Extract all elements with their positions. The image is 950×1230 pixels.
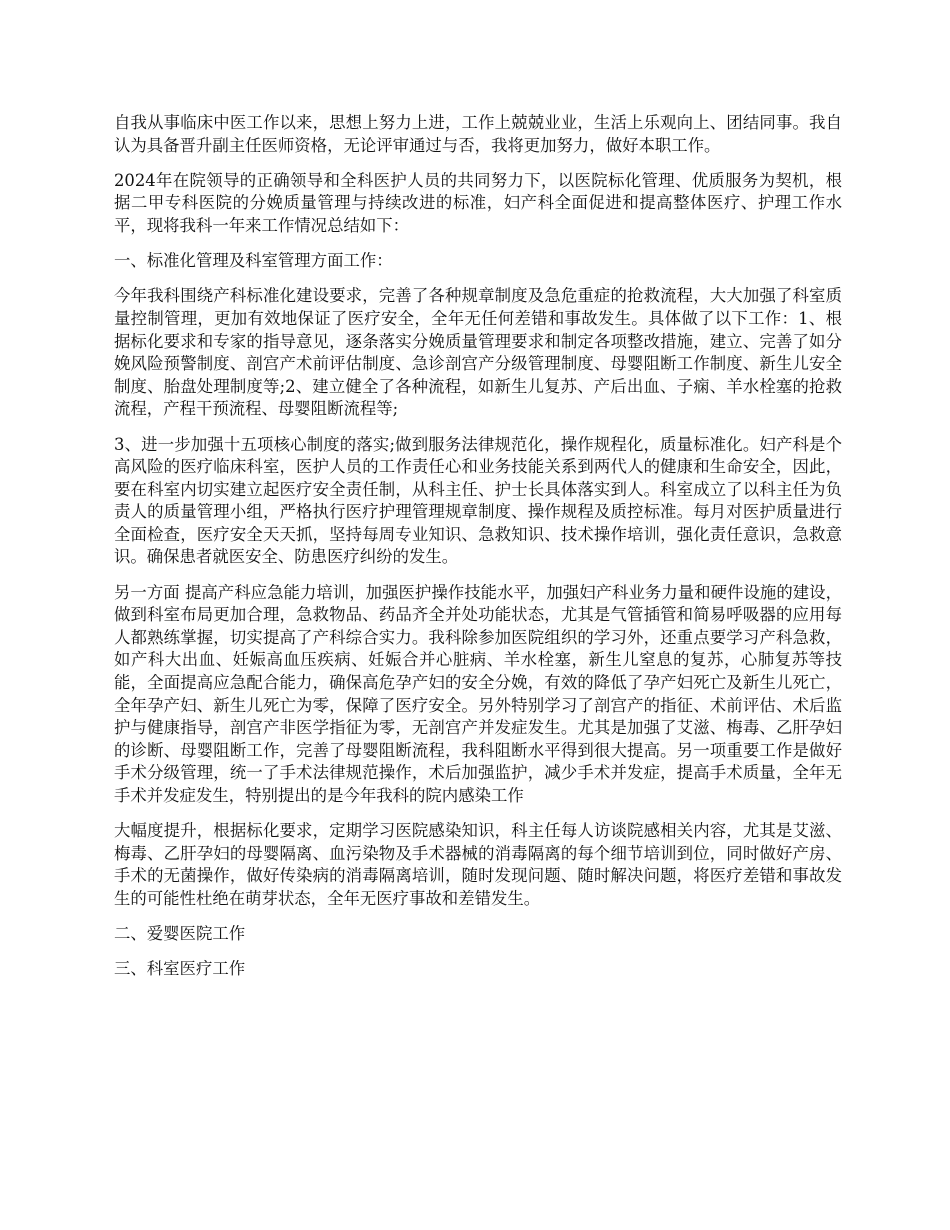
document-page xyxy=(114,112,842,994)
paragraph-emergency-training: 另一方面 提高产科应急能力培训，加强医护操作技能水平，加强妇产科业务力量和硬件设施的建设，做到科室布局更加合理，急救物品、药品齐全并处功能状态，尤其是气管插管和简易呼吸器的应用每人都熟练掌握，切实提高了产科综合实力。我科除参加医院组织的学习外，还重点要学习产科急救，如产科大出血、妊娠高血压疾病、妊娠合并心脏病、羊水栓塞，新生儿窒息的复苏，心肺复苏等技能，全面提高应急配合能力，确保高危孕产妇的安全分娩，有效的降低了孕产妇死亡及新生儿死亡，全年孕产妇、新生儿死亡为零，保障了医疗安全。另外特别学习了剖宫产的指征、术前评估、术后监护与健康指导，剖宫产非医学指征为零，无剖宫产并发症发生。尤其是加强了艾滋、梅毒、乙肝孕妇的诊断、母婴阻断工作，完善了母婴阻断流程，我科阻断水平得到很大提高。另一项重要工作是做好手术分级管理，统一了手术法律规范操作，术后加强监护，减少手术并发症，提高手术质量，全年无手术并发症发生，特别提出的是今年我科的院内感染工作 xyxy=(114,582,842,805)
paragraph-infection-control: 大幅度提升，根据标化要求，定期学习医院感染知识，科主任每人访谈院感相关内容，尤其是艾滋、梅毒、乙肝孕妇的母婴隔离、血污染物及手术器械的消毒隔离的每个细节培训到位，同时做好产房、手术的无菌操作，做好传染病的消毒隔离培训，随时发现问题、随时解决问题，将医疗差错和事故发生的可能性杜绝在萌芽状态，全年无医疗事故和差错发生。 xyxy=(114,821,842,908)
paragraph-core-systems: 3、进一步加强十五项核心制度的落实;做到服务法律规范化，操作规程化，质量标准化。妇产科是个高风险的医疗临床科室，医护人员的工作责任心和业务技能关系到两代人的健康和生命安全，因此，要在科室内切实建立起医疗安全责任制，从科主任、护士长具体落实到人。科室成立了以科主任为负责人的质量管理小组，严格执行医疗护理管理规章制度、操作规程及质控标准。每月对医护质量进行全面检查，医疗安全天天抓，坚持每周专业知识、急救知识、技术操作培训，强化责任意识，急救意识。确保患者就医安全、防患医疗纠纷的发生。 xyxy=(114,434,842,567)
section-heading-medical-work: 三、科室医疗工作 xyxy=(114,959,246,979)
paragraph-intro: 自我从事临床中医工作以来，思想上努力上进，工作上兢兢业业，生活上乐观向上、团结同事。我自认为具备晋升副主任医师资格，无论评审通过与否，我将更加努力，做好本职工作。 xyxy=(114,113,842,155)
paragraph-standardization-work: 今年我科围绕产科标准化建设要求，完善了各种规章制度及急危重症的抢救流程，大大加强了科室质量控制管理，更加有效地保证了医疗安全，全年无任何差错和事故发生。具体做了以下工作：1、根据标化要求和专家的指导意见，逐条落实分娩质量管理要求和制定各项整改措施，建立、完善了如分娩风险预警制度、剖宫产术前评估制度、急诊剖宫产分级管理制度、母婴阻断工作制度、新生儿安全制度、胎盘处理制度等;2、建立健全了各种流程，如新生儿复苏、产后出血、子痫、羊水栓塞的抢救流程，产程干预流程、母婴阻断流程等; xyxy=(114,286,842,419)
section-heading-standardization: 一、标准化管理及科室管理方面工作： xyxy=(114,251,393,271)
section-heading-baby-friendly: 二、爱婴医院工作 xyxy=(114,924,246,944)
paragraph-summary-opening: 2024年在院领导的正确领导和全科医护人员的共同努力下，以医院标化管理、优质服务为契机，根据二甲专科医院的分娩质量管理与持续改进的标准，妇产科全面促进和提高整体医疗、护理工作水平，现将我科一年来工作情况总结如下： xyxy=(114,170,842,235)
